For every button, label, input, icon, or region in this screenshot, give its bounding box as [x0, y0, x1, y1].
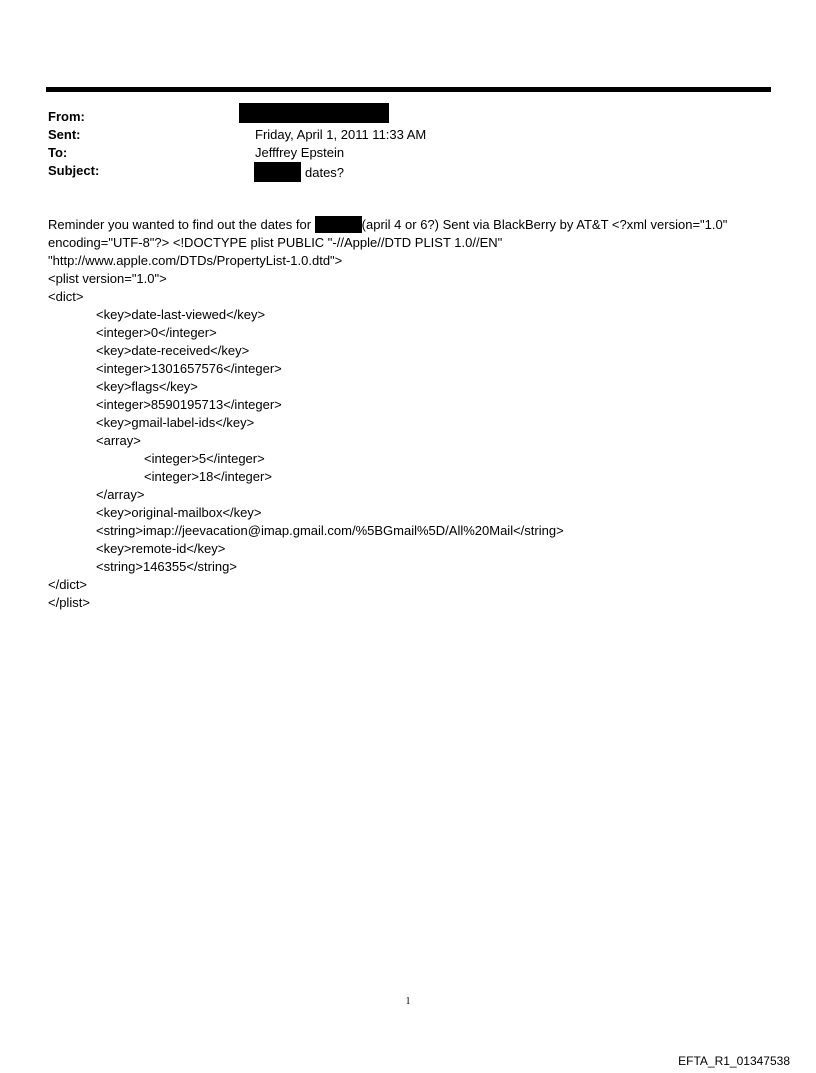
plist-line: <dict>: [48, 289, 84, 304]
header-rule: [46, 87, 771, 92]
plist-line: <plist version="1.0">: [48, 271, 167, 286]
to-value: Jefffrey Epstein: [255, 145, 345, 160]
plist-line: <string>imap://jeevacation@imap.gmail.com/%5BGmail%5D/All%20Mail</string>: [96, 523, 564, 538]
subject-label: Subject:: [48, 163, 100, 178]
plist-line: <key>flags</key>: [96, 379, 198, 394]
plist-line: <integer>5</integer>: [144, 451, 265, 466]
body-line-1-end: (april 4 or 6?) Sent via BlackBerry by AT&T <?xml version="1.0": [361, 217, 728, 232]
plist-line: <key>original-mailbox</key>: [96, 505, 262, 520]
to-label: To:: [48, 145, 68, 160]
redaction-block-body: [315, 216, 362, 233]
sent-label: Sent:: [48, 127, 81, 142]
body-line-1: [48, 216, 768, 234]
from-row: [48, 108, 768, 126]
plist-line: <integer>8590195713</integer>: [96, 397, 282, 412]
from-label: From:: [48, 109, 85, 124]
sent-row: [48, 126, 768, 144]
email-body: [48, 216, 768, 612]
body-line-1-start: Reminder you wanted to find out the dates for: [48, 217, 315, 232]
body-line-2: encoding="UTF-8"?> <!DOCTYPE plist PUBLIC "-//Apple//DTD PLIST 1.0//EN": [48, 235, 503, 250]
to-row: [48, 144, 768, 162]
subject-row: [48, 162, 768, 180]
email-header: [48, 108, 768, 180]
subject-value-wrap: [254, 162, 344, 182]
plist-line: <array>: [96, 433, 141, 448]
plist-line: <integer>18</integer>: [144, 469, 272, 484]
plist-line: <key>date-last-viewed</key>: [96, 307, 266, 322]
sent-value: Friday, April 1, 2011 11:33 AM: [255, 127, 427, 142]
subject-value: dates?: [305, 165, 345, 180]
plist-line: </plist>: [48, 595, 90, 610]
bates-number: EFTA_R1_01347538: [678, 1054, 790, 1068]
plist-line: <key>remote-id</key>: [96, 541, 226, 556]
plist-line: </array>: [96, 487, 145, 502]
plist-line: <integer>1301657576</integer>: [96, 361, 282, 376]
plist-line: </dict>: [48, 577, 88, 592]
page-number: 1: [405, 996, 411, 1007]
plist-line: <key>gmail-label-ids</key>: [96, 415, 255, 430]
redaction-block-subject: [254, 162, 301, 182]
plist-line: <key>date-received</key>: [96, 343, 250, 358]
body-line-3: "http://www.apple.com/DTDs/PropertyList-1.0.dtd">: [48, 253, 343, 268]
plist-line: <string>146355</string>: [96, 559, 237, 574]
plist-line: <integer>0</integer>: [96, 325, 217, 340]
